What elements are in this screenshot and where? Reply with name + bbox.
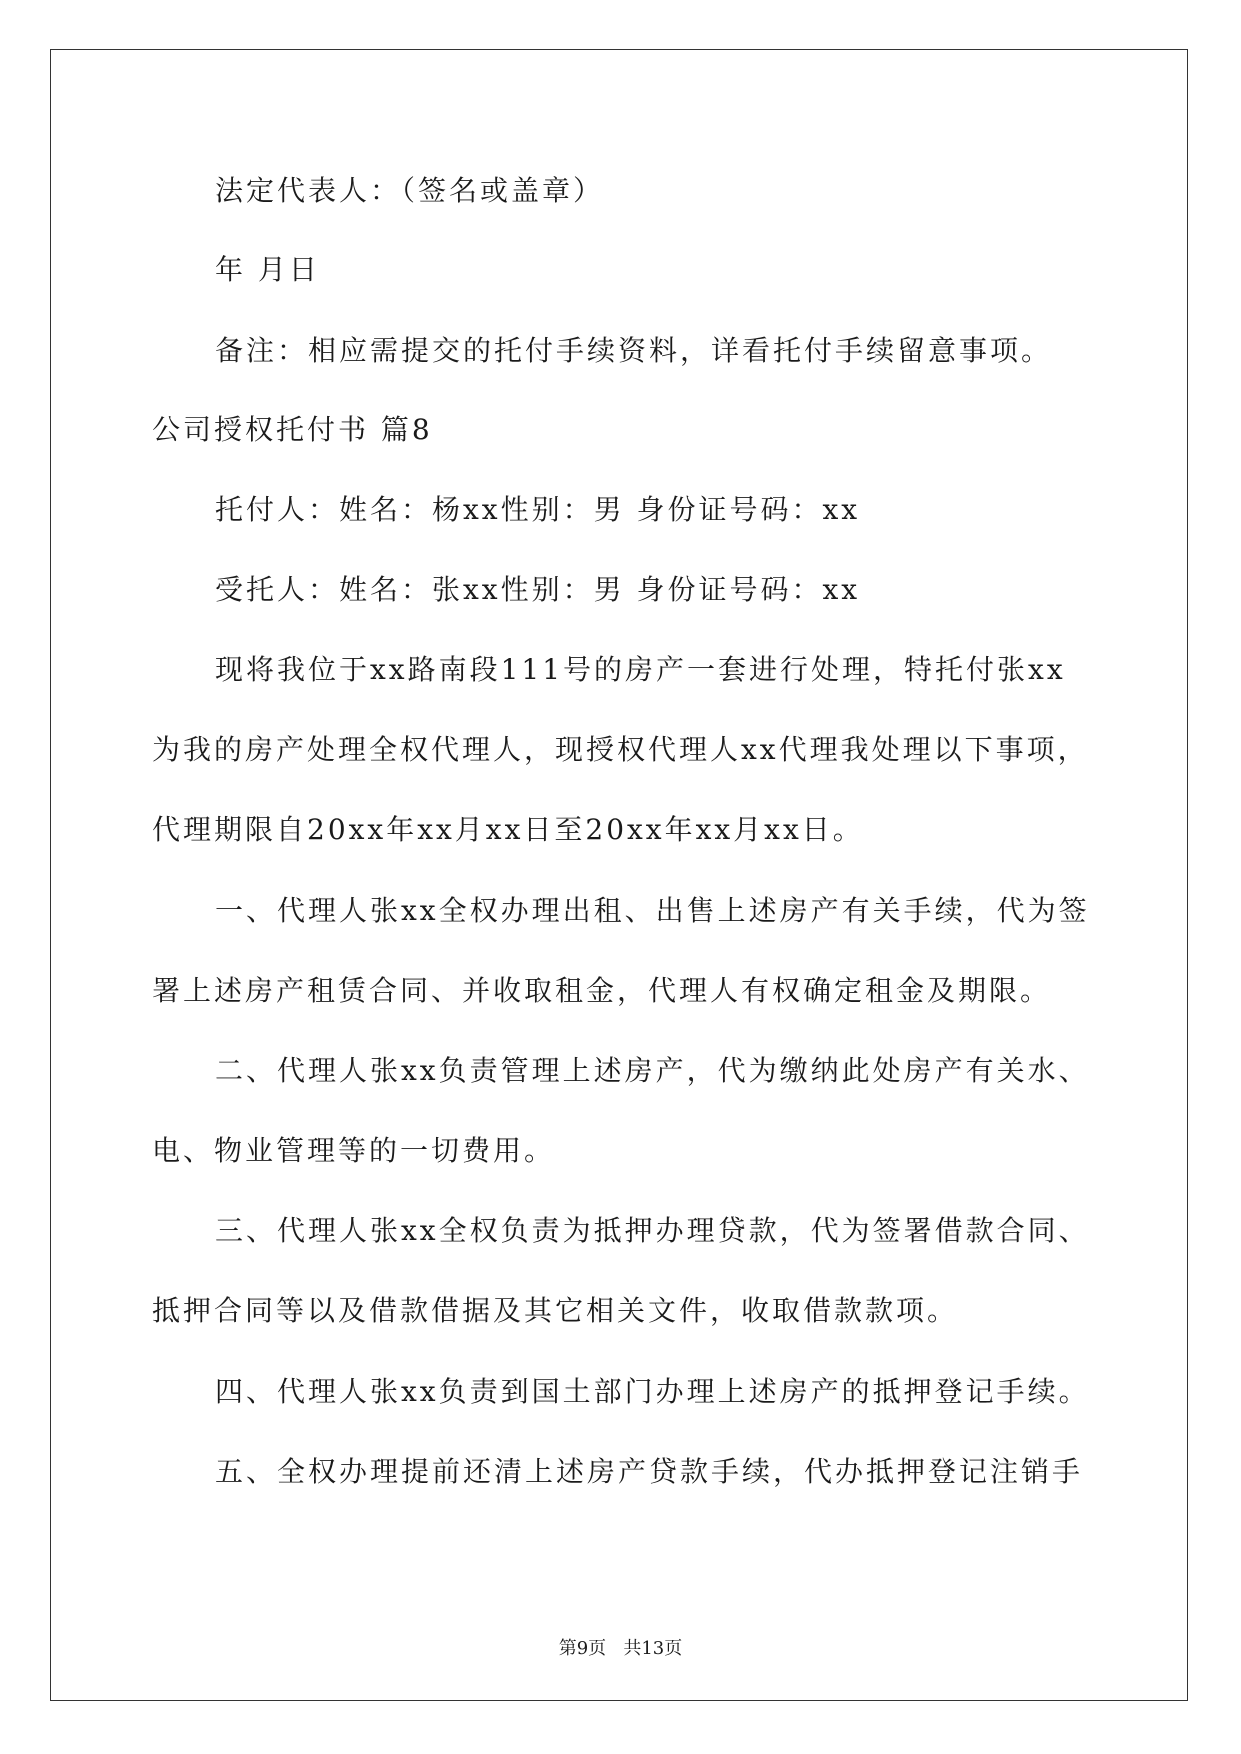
text-line: 代理期限自20xx年xx月xx日至20xx年xx月xx日。 [152,813,864,846]
text-line: 三、代理人张xx全权负责为抵押办理贷款，代为签署借款合同、 [215,1214,1090,1247]
text-line: 抵押合同等以及借款借据及其它相关文件，收取借款款项。 [152,1294,959,1327]
text-line: 一、代理人张xx全权办理出租、出售上述房产有关手续，代为签 [215,894,1090,927]
text-line: 年 月日 [215,253,320,286]
text-line: 备注：相应需提交的托付手续资料，详看托付手续留意事项。 [215,334,1053,367]
text-line: 法定代表人：（签名或盖章） [215,174,605,207]
text-line: 署上述房产租赁合同、并收取租金，代理人有权确定租金及期限。 [152,974,1052,1007]
text-line: 为我的房产处理全权代理人，现授权代理人xx代理我处理以下事项， [152,733,1089,766]
section-heading: 公司授权托付书 篇8 [152,413,433,446]
text-line: 五、全权办理提前还清上述房产贷款手续，代办抵押登记注销手 [215,1455,1084,1488]
text-line: 电、物业管理等的一切费用。 [152,1134,556,1167]
text-line: 受托人：姓名：张xx性别：男 身份证号码：xx [215,573,861,606]
text-line: 四、代理人张xx负责到国土部门办理上述房产的抵押登记手续。 [215,1375,1090,1408]
text-line: 二、代理人张xx负责管理上述房产，代为缴纳此处房产有关水、 [215,1054,1090,1087]
page-number: 第9页 共13页 [558,1638,683,1659]
text-line: 托付人：姓名：杨xx性别：男 身份证号码：xx [215,493,861,526]
text-line: 现将我位于xx路南段111号的房产一套进行处理，特托付张xx [215,653,1066,686]
